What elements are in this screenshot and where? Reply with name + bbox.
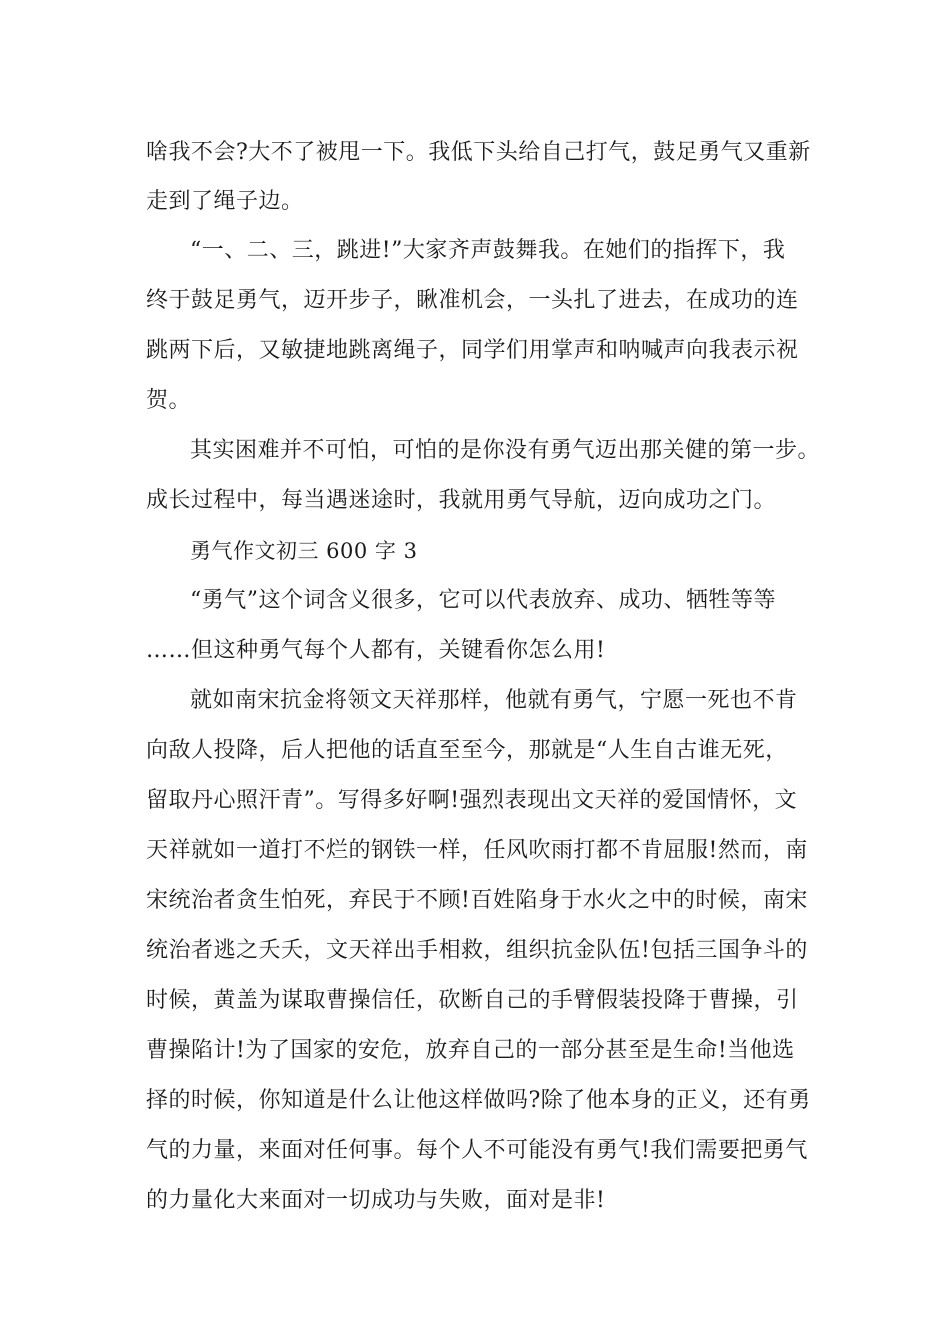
- text-line: ……但这种勇气每个人都有，关键看你怎么用!: [146, 638, 606, 663]
- text-line: 曹操陷计!为了国家的安危，放弃自己的一部分甚至是生命!当他选: [146, 1038, 795, 1063]
- text-line: 啥我不会?大不了被甩一下。我低下头给自己打气，鼓足勇气又重新: [146, 140, 811, 165]
- paragraph-start: 其实困难并不可怕，可怕的是你没有勇气迈出那关健的第一步。: [190, 438, 821, 463]
- text-line: 贺。: [146, 388, 192, 413]
- text-line: 留取丹心照汗青”。写得多好啊!强烈表现出文天祥的爱国情怀，文: [146, 788, 798, 813]
- text-line: 终于鼓足勇气，迈开步子，瞅准机会，一头扎了进去，在成功的连: [146, 288, 799, 313]
- text-line: 走到了绳子边。: [146, 189, 304, 214]
- text-line: 跳两下后，又敏捷地跳离绳子，同学们用掌声和呐喊声向我表示祝: [146, 338, 799, 363]
- text-line: 天祥就如一道打不烂的钢铁一样，任风吹雨打都不肯屈服!然而，南: [146, 838, 808, 863]
- text-line: 择的时候，你知道是什么让他这样做吗?除了他本身的正义，还有勇: [146, 1088, 811, 1113]
- paragraph-start: 就如南宋抗金将领文天祥那样，他就有勇气，宁愿一死也不肯: [190, 688, 798, 713]
- paragraph-start: “一、二、三，跳进!”大家齐声鼓舞我。在她们的指挥下，我: [190, 238, 786, 263]
- text-line: 统治者逃之夭夭，文天祥出手相救，组织抗金队伍!包括三国争斗的: [146, 938, 808, 963]
- section-heading: 勇气作文初三 600 字 3: [190, 539, 418, 563]
- text-line: 时候，黄盖为谋取曹操信任，砍断自己的手臂假装投降于曹操，引: [146, 988, 799, 1013]
- text-line: 宋统治者贪生怕死，弃民于不顾!百姓陷身于水火之中的时候，南宋: [146, 888, 808, 913]
- text-line: 的力量化大来面对一切成功与失败，面对是非!: [146, 1188, 606, 1213]
- text-line: 气的力量，来面对任何事。每个人不可能没有勇气!我们需要把勇气: [146, 1138, 808, 1163]
- text-line: 成长过程中，每当遇迷途时，我就用勇气导航，迈向成功之门。: [146, 488, 777, 513]
- paragraph-start: “勇气”这个词含义很多，它可以代表放弃、成功、牺牲等等: [190, 588, 776, 613]
- text-line: 向敌人投降，后人把他的话直至至今，那就是“人生自古谁无死，: [146, 738, 788, 763]
